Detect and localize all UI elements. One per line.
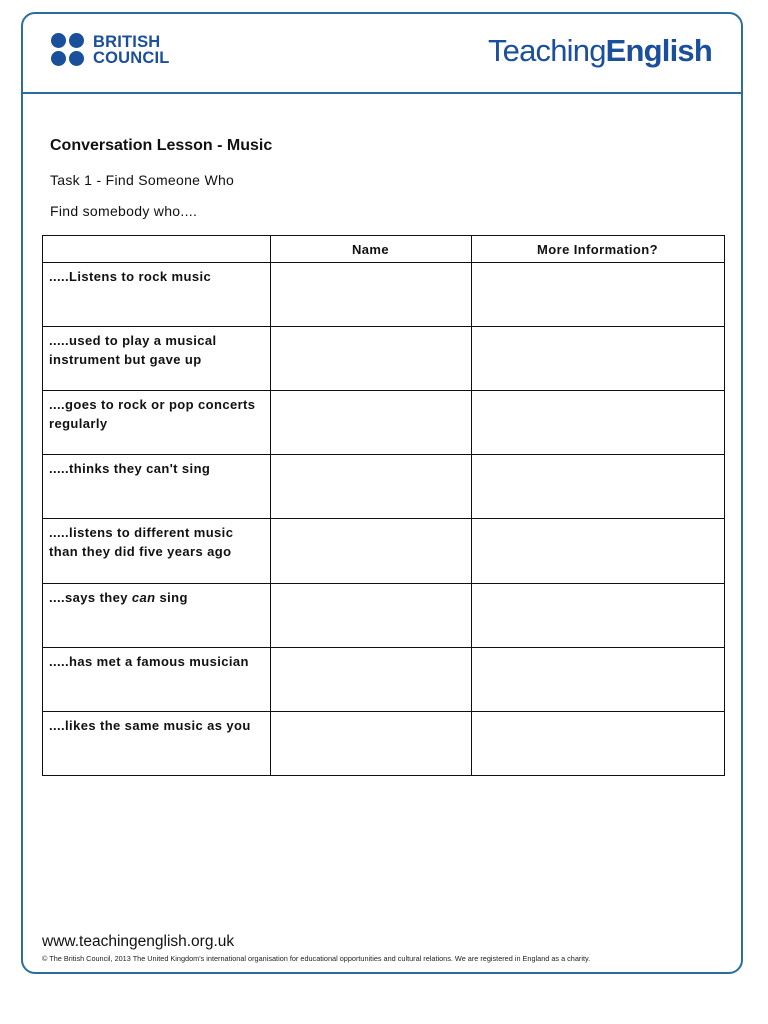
- more-info-cell[interactable]: [472, 455, 725, 519]
- more-info-cell[interactable]: [472, 647, 725, 711]
- british-council-logo: [51, 33, 181, 69]
- row-prompt: .....listens to different music than they did five years ago: [43, 519, 271, 583]
- name-cell[interactable]: [271, 327, 472, 391]
- name-cell[interactable]: [271, 263, 472, 327]
- more-info-cell[interactable]: [472, 711, 725, 775]
- name-cell[interactable]: [271, 583, 472, 647]
- name-cell[interactable]: [271, 711, 472, 775]
- table-row: [43, 327, 725, 391]
- bc-logo-line2: COUNCIL: [93, 49, 170, 67]
- row-prompt: ....goes to rock or pop concerts regularly: [43, 391, 271, 455]
- more-info-cell[interactable]: [472, 263, 725, 327]
- more-info-cell[interactable]: [472, 391, 725, 455]
- british-council-wordmark: [93, 34, 170, 66]
- header-divider: [21, 92, 743, 94]
- table-row: [43, 519, 725, 583]
- table-row: [43, 263, 725, 327]
- row-prompt-pre: ....says they: [49, 589, 132, 605]
- row-prompt: .....Listens to rock music: [43, 263, 271, 327]
- row-prompt-post: sing: [155, 589, 188, 605]
- header-cell-blank: [43, 236, 271, 263]
- name-cell[interactable]: [271, 519, 472, 583]
- table-row: [43, 711, 725, 775]
- row-prompt: .....thinks they can't sing: [43, 455, 271, 519]
- table-row: [43, 583, 725, 647]
- te-logo-bold: English: [605, 33, 712, 68]
- name-cell[interactable]: [271, 647, 472, 711]
- te-logo-regular: Teaching: [487, 33, 606, 68]
- table-row: [43, 647, 725, 711]
- bc-logo-line1: BRITISH: [93, 33, 161, 51]
- table-header-row: [43, 236, 725, 263]
- teaching-english-logo: [488, 33, 712, 69]
- find-someone-who-table: [42, 235, 725, 776]
- header-cell-name: Name: [271, 236, 472, 263]
- name-cell[interactable]: [271, 391, 472, 455]
- table-row: [43, 391, 725, 455]
- more-info-cell[interactable]: [472, 583, 725, 647]
- footer-copyright: © The British Council, 2013 The United Kingdom's international organisation for educational opportunities and cultural relations. We are registered in England as a charity.: [42, 954, 591, 963]
- british-council-dots-icon: [51, 33, 87, 69]
- more-info-cell[interactable]: [472, 519, 725, 583]
- row-prompt-emphasis: can: [131, 589, 156, 605]
- row-prompt: .....used to play a musical instrument but gave up: [43, 327, 271, 391]
- header-cell-more-info: More Information?: [472, 236, 725, 263]
- table-row: [43, 455, 725, 519]
- lesson-title: Conversation Lesson - Music: [50, 137, 273, 154]
- instruction-text: Find somebody who....: [50, 203, 198, 219]
- row-prompt: .....has met a famous musician: [43, 647, 271, 711]
- task-heading: Task 1 - Find Someone Who: [50, 172, 235, 188]
- row-prompt: ....likes the same music as you: [43, 711, 271, 775]
- name-cell[interactable]: [271, 455, 472, 519]
- footer-website-link[interactable]: www.teachingenglish.org.uk: [42, 933, 235, 950]
- row-prompt: [43, 583, 271, 647]
- more-info-cell[interactable]: [472, 327, 725, 391]
